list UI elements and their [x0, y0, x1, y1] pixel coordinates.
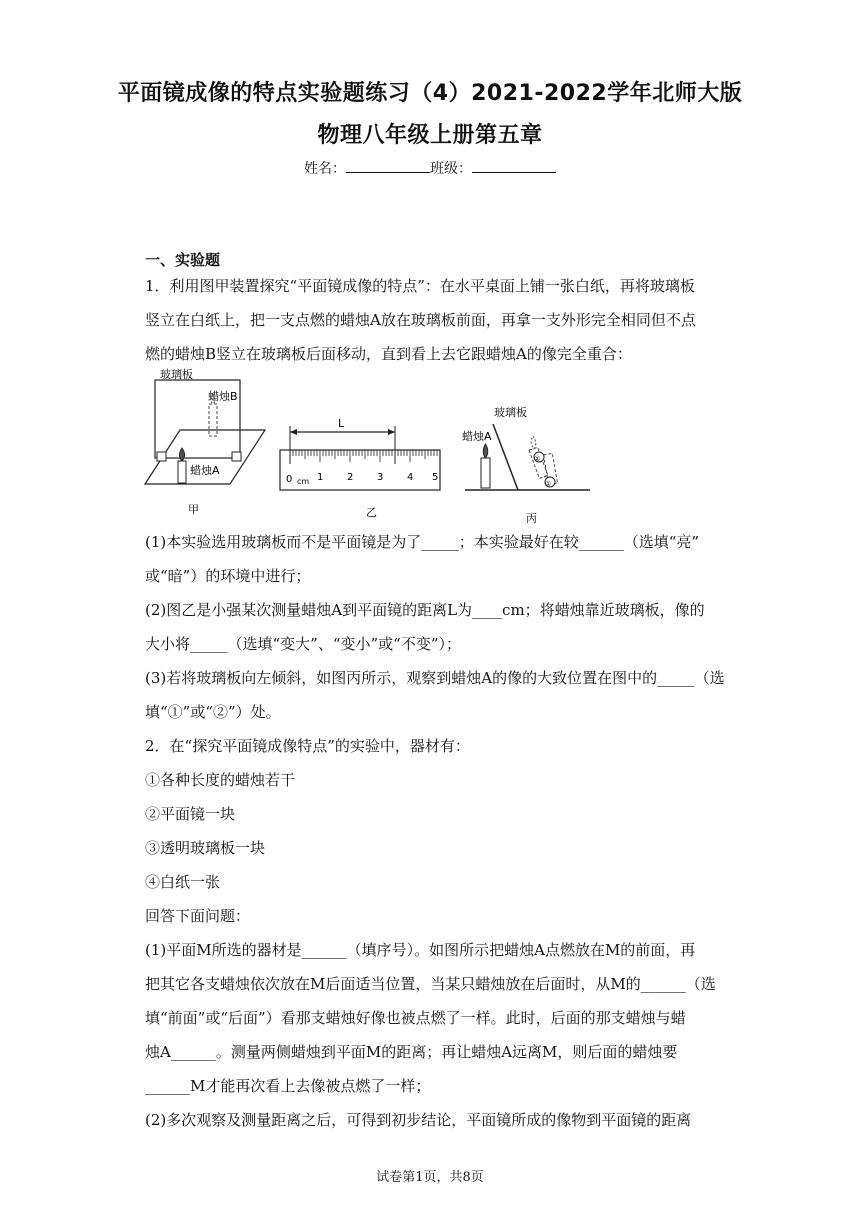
jia-caption: 甲: [188, 503, 199, 516]
title-line-2: 物理八年级上册第五章: [317, 123, 543, 148]
q2-line-11: ______M才能再次看上去像被点燃了一样；: [145, 1077, 431, 1095]
q2-line-9: 填“前面”或“后面”）看那支蜡烛好像也被点燃了一样。此时，后面的那支蜡烛与蜡: [145, 1009, 686, 1027]
tick-0: 0: [286, 474, 293, 485]
q2-line-3: ②平面镜一块: [145, 805, 236, 823]
q1-part-3b: 填“①”或“②”）处。: [145, 703, 281, 721]
page-footer: 试卷第1页，共8页: [376, 1170, 484, 1185]
bing-candle-a-label: 蜡烛A: [462, 430, 492, 443]
length-label: L: [338, 417, 345, 430]
q2-line-12: (2)多次观察及测量距离之后，可得到初步结论，平面镜所成的像物到平面镜的距离: [145, 1111, 692, 1129]
jia-candle-a-label: 蜡烛A: [190, 464, 220, 477]
q1-part-1a: (1)本实验选用玻璃板而不是平面镜是为了_____；本实验最好在较______（选填“亮”: [145, 533, 700, 551]
q2-line-5: ④白纸一张: [145, 873, 221, 891]
q1-part-3a: (3)若将玻璃板向左倾斜，如图丙所示，观察到蜡烛A的像的大致位置在图中的_____（选: [145, 669, 725, 687]
tick-3: 3: [377, 472, 384, 483]
tick-1: 1: [317, 472, 324, 483]
q2-line-6: 回答下面问题：: [145, 907, 251, 925]
jia-glass-label: 玻璃板: [160, 368, 193, 381]
q1-part-1b: 或“暗”）的环境中进行；: [145, 567, 311, 585]
q2-line-4: ③透明玻璃板一块: [145, 839, 266, 857]
tick-2: 2: [347, 472, 354, 483]
figure-yi: [280, 417, 440, 519]
figure-jia: [145, 367, 265, 516]
yi-caption: 乙: [366, 506, 377, 519]
name-label: 姓名：: [304, 161, 346, 177]
q1-part-2b: 大小将_____（选填“变大”、“变小”或“不变”）；: [145, 635, 462, 653]
bing-glass-label: 玻璃板: [494, 406, 527, 419]
tick-5: 5: [432, 472, 439, 483]
figure-bing: [462, 405, 590, 525]
q2-line-8: 把其它各支蜡烛依次放在M后面适当位置，当某只蜡烛放在后面时，从M的______（选: [145, 975, 716, 993]
q1-part-2a: (2)图乙是小强某次测量蜡烛A到平面镜的距离L为____cm；将蜡烛靠近玻璃板，像的: [145, 601, 705, 619]
bing-mark-1: ①: [545, 480, 552, 488]
student-info: [0, 158, 860, 178]
class-label: 班级：: [430, 161, 472, 177]
q2-line-10: 烛A______。测量两侧蜡烛到平面M的距离；再让蜡烛A远离M，则后面的蜡烛要: [145, 1043, 678, 1061]
q1-line-3: 燃的蜡烛B竖立在玻璃板后面移动，直到看上去它跟蜡烛A的像完全重合：: [145, 345, 632, 363]
q2-line-2: ①各种长度的蜡烛若干: [145, 771, 296, 789]
q2-line-7: (1)平面M所选的器材是______（填序号）。如图所示把蜡烛A点燃放在M的前面，再: [145, 941, 696, 959]
title-line-1: 平面镜成像的特点实验题练习（4）2021-2022学年北师大版: [117, 81, 743, 106]
bing-caption: 丙: [526, 512, 537, 525]
q1-figures: [140, 366, 600, 528]
tick-4: 4: [407, 472, 414, 483]
q1-line-2: 竖立在白纸上，把一支点燃的蜡烛A放在玻璃板前面，再拿一支外形完全相同但不点: [145, 311, 696, 329]
class-blank[interactable]: [472, 158, 556, 173]
q1-line-1: 1．利用图甲装置探究“平面镜成像的特点”：在水平桌面上铺一张白纸，再将玻璃板: [145, 277, 695, 295]
bing-mark-2: ②: [534, 455, 541, 463]
unit-label: cm: [297, 477, 310, 486]
section-title: 一、实验题: [145, 251, 221, 269]
q2-line-1: 2．在“探究平面镜成像特点”的实验中，器材有：: [145, 737, 470, 755]
name-blank[interactable]: [346, 158, 430, 173]
jia-candle-b-label: 蜡烛B: [208, 390, 238, 403]
